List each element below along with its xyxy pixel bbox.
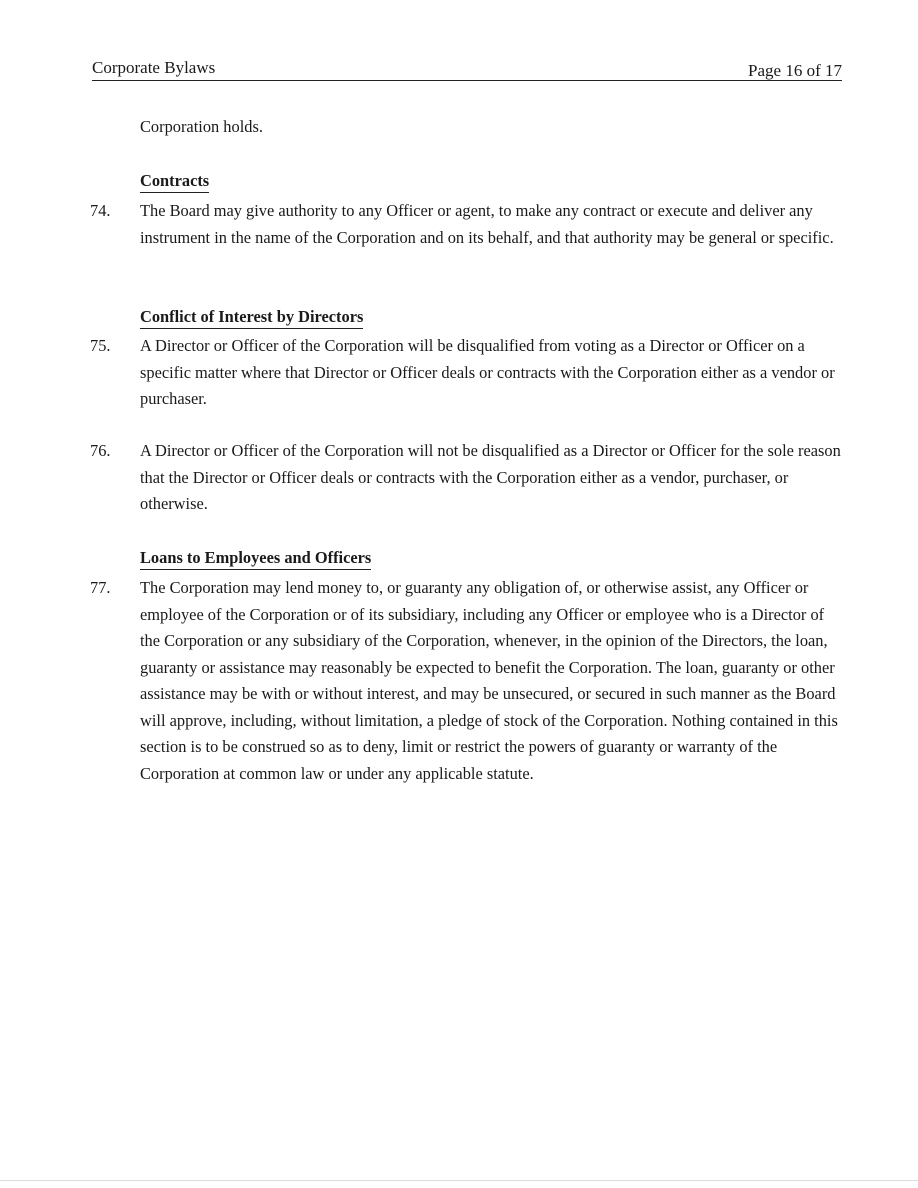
clause-text: The Board may give authority to any Officer or agent, to make any contract or execute and deliver any instrument in the name of the Corporation and on its behalf, and that authority may be general or specific.: [140, 201, 834, 247]
clause-number: 77.: [90, 578, 111, 597]
section-heading-conflict-of-interest: Conflict of Interest by Directors: [140, 307, 363, 329]
clause-text: A Director or Officer of the Corporation will not be disqualified as a Director or Officer for the sole reason that the Director or Officer deals or contracts with the Corporation either as a vendor, purchaser, or otherwise.: [140, 441, 841, 513]
continuation-text: Corporation holds.: [140, 117, 263, 136]
page-bottom-edge: [0, 1180, 918, 1181]
clause-number: 74.: [90, 201, 111, 220]
clause-text: The Corporation may lend money to, or guaranty any obligation of, or otherwise assist, any Officer or employee of the Corporation or of its subsidiary, including any Officer or employee who is a Director of the Corporation or any subsidiary of the Corporation, whenever, in the opinion of the Directors, the loan, guaranty or assistance may reasonably be expected to benefit the Corporation. The loan, guaranty or other assistance may be with or without interest, and may be unsecured, or secured in such manner as the Board will approve, including, without limitation, a pledge of stock of the Corporation. Nothing contained in this section is to be construed so as to deny, limit or restrict the powers of guaranty or warranty of the Corporation at common law or under any applicable statute.: [140, 578, 838, 783]
page-number: Page 16 of 17: [748, 61, 842, 80]
document-title: Corporate Bylaws: [92, 58, 216, 77]
clause-number: 75.: [90, 336, 111, 355]
clause-number: 76.: [90, 441, 111, 460]
page-header: [92, 58, 842, 81]
section-heading-loans: Loans to Employees and Officers: [140, 548, 371, 570]
section-heading-contracts: Contracts: [140, 171, 209, 193]
clause-text: A Director or Officer of the Corporation will be disqualified from voting as a Director or Officer on a specific matter where that Director or Officer deals or contracts with the Corporation either as a vendor or purchaser.: [140, 336, 835, 408]
